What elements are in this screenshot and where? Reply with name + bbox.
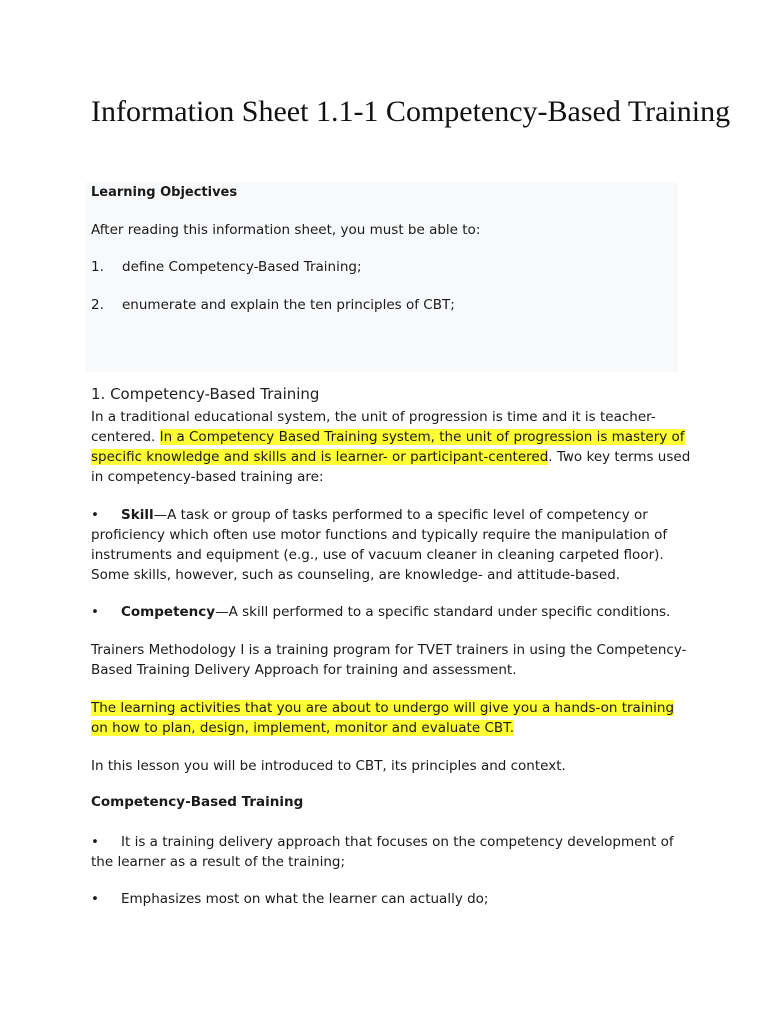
highlighted-cbt-definition: In a Competency Based Training system, the unit of progression is mastery of specific knowledge and skills and is learner- or participant-centered <box>91 429 685 465</box>
bullet-icon: • <box>91 891 99 907</box>
competency-definition-bullet <box>91 602 691 622</box>
intro-text-part-2: . Two key terms used in competency-based training are: <box>91 449 691 485</box>
cbt-subheading: Competency-Based Training <box>91 794 304 810</box>
page-title: Information Sheet 1.1-1 Competency-Based Training <box>91 95 731 128</box>
objective-text: enumerate and explain the ten principles of CBT; <box>122 297 455 313</box>
objective-item <box>91 297 455 313</box>
skill-definition-text: —A task or group of tasks performed to a specific level of competency or proficiency which often use motor functions and typically require the manipulation of instruments and equipment (e.g., use of vacuum cleaner in cleaning carpeted floor). Some skills, however, such as counseling, are knowledge- and attitude-based. <box>91 507 668 583</box>
competency-term: Competency <box>121 604 216 620</box>
skill-term: Skill <box>121 507 154 523</box>
learning-objectives-box <box>86 182 678 372</box>
objective-item <box>91 259 362 275</box>
bullet-icon: • <box>91 834 99 850</box>
objective-number: 1. <box>91 259 104 275</box>
bullet-icon: • <box>91 507 99 523</box>
cbt-bullet <box>91 889 691 909</box>
highlighted-learning-activities: The learning activities that you are about to undergo will give you a hands-on training on how to plan, design, implement, monitor and evaluate CBT. <box>91 700 675 736</box>
learning-activities-paragraph <box>91 698 691 738</box>
objective-text: define Competency-Based Training; <box>122 259 362 275</box>
trainers-methodology-paragraph: Trainers Methodology I is a training program for TVET trainers in using the Competency-Based Training Delivery Approach for training and assessment. <box>91 642 687 678</box>
skill-definition-bullet <box>91 505 691 585</box>
learning-objectives-heading: Learning Objectives <box>91 185 238 200</box>
bullet-icon: • <box>91 604 99 620</box>
intro-text-part-1: In a traditional educational system, the unit of progression is time and it is teacher-centered. <box>91 409 656 445</box>
cbt-bullet <box>91 832 691 872</box>
cbt-bullet-text: It is a training delivery approach that focuses on the competency development of the learner as a result of the training; <box>91 834 674 870</box>
section-heading-competency-based-training: 1. Competency-Based Training <box>91 385 320 403</box>
learning-objectives-intro: After reading this information sheet, you must be able to: <box>91 222 481 238</box>
intro-paragraph <box>91 407 691 487</box>
objective-number: 2. <box>91 297 104 313</box>
competency-definition-text: —A skill performed to a specific standard under specific conditions. <box>215 604 671 620</box>
cbt-bullet-text: Emphasizes most on what the learner can actually do; <box>121 891 489 907</box>
lesson-introduction-paragraph: In this lesson you will be introduced to CBT, its principles and context. <box>91 758 566 774</box>
